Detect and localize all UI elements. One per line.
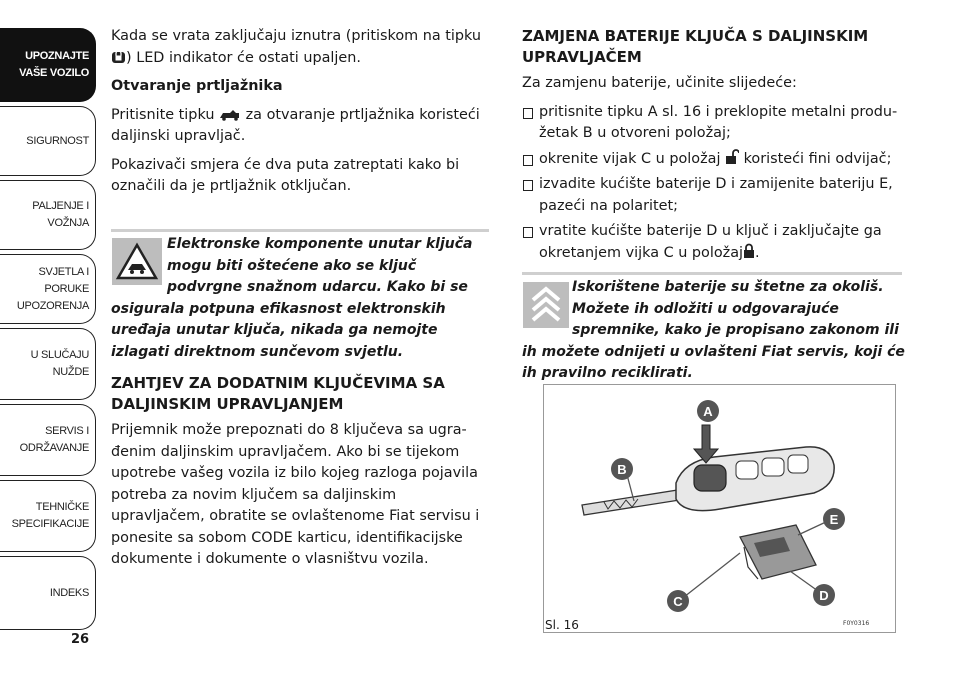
- callout-label: E: [829, 512, 839, 527]
- tab-label: SERVIS I: [45, 425, 89, 437]
- tab-label: SVJETLA I PORUKE: [38, 265, 89, 295]
- tab-label: VAŠE VOZILO: [19, 67, 89, 79]
- warning-float: [111, 234, 167, 298]
- trunk-paragraph-2: Pokazivači smjera će dva puta zatreptati kako bi označili da je prtljažnik otključan.: [111, 156, 460, 194]
- section-additional-keys: [111, 373, 493, 578]
- warning-text: Elektronske komponente unutar ključa mogu biti oštećene ako se ključ podvrgne snažnom udarcu. Kako bi se osigurala potpuna efikasnost elektronskih uređaja unutar ključa, nikada ga nemojte izlagati direktnom sunčevom svjetlu.: [111, 236, 473, 360]
- locked-padlock-icon: [743, 243, 755, 259]
- tab-sigurnost[interactable]: [0, 106, 96, 176]
- env-note: Iskorištene baterije su štetne za okoliš. Možete ih odložiti u odgovarajuće spremnike, kako je propisano zakonom ili ih možete odnijeti u ovlašteni Fiat servis, koji će ih pravilno reciklirati.: [522, 279, 905, 381]
- callout-label: C: [673, 594, 683, 609]
- key-figure: [543, 384, 896, 633]
- figure-code: F0Y0316: [843, 620, 870, 627]
- list-item: pritisnite tipku A sl. 16 i preklopite metalni produ-žetak B u otvoreni položaj;: [522, 102, 907, 145]
- env-rule: [522, 272, 902, 275]
- tab-label: NUŽDE: [52, 366, 89, 378]
- tab-label: PALJENJE I: [32, 200, 89, 212]
- tab-svjetla-i-poruke[interactable]: [0, 254, 96, 324]
- tab-label: UPOZNAJTE: [25, 50, 89, 62]
- key-illustration: [544, 385, 895, 632]
- tab-label: VOŽNJA: [47, 217, 89, 229]
- battery-steps: [522, 102, 907, 265]
- list-item: izvadite kućište baterije D i zamijenite bateriju E, pazeći na polaritet;: [522, 174, 907, 217]
- tab-indeks[interactable]: [0, 556, 96, 630]
- tab-label: ODRŽAVANJE: [19, 442, 89, 454]
- env-float: [522, 277, 572, 341]
- section-heading: ZAHTJEV ZA DODATNIM KLJUČEVIMA SA DALJINSKIM UPRAVLJANJEM: [111, 374, 445, 413]
- intro-paragraph: Kada se vrata zaključaju iznutra (pritiskom na tipku ) LED indikator će ostati upaljen.: [111, 28, 482, 66]
- battery-intro: Za zamjenu baterije, učinite slijedeće:: [522, 75, 797, 91]
- tab-upoznajte-vase-vozilo[interactable]: [0, 28, 96, 102]
- trunk-heading: Otvaranje prtljažnika: [111, 78, 283, 94]
- warning-rule: [111, 229, 489, 232]
- trunk-open-icon: [219, 109, 241, 121]
- tab-label: U SLUČAJU: [30, 349, 89, 361]
- right-column: [522, 26, 907, 268]
- callout-label: B: [617, 462, 627, 477]
- tab-label: TEHNIČKE: [35, 501, 89, 513]
- callout-label: A: [703, 404, 713, 419]
- list-item: vratite kućište baterije D u ključ i zaključajte ga okretanjem vijka C u položaj .: [522, 221, 907, 264]
- tab-label: INDEKS: [49, 586, 89, 599]
- tab-label: SPECIFIKACIJE: [11, 518, 89, 530]
- battery-heading: ZAMJENA BATERIJE KLJUČA S DALJINSKIM UPRAVLJAČEM: [522, 27, 869, 66]
- tab-label: UPOZORENJA: [16, 299, 89, 312]
- unlocked-padlock-icon: [725, 149, 739, 165]
- callout-label: D: [819, 588, 829, 603]
- trunk-paragraph-1: Pritisnite tipku za otvaranje prtljažnika koristeći daljinski upravljač.: [111, 106, 480, 144]
- figure-caption: Sl. 16: [545, 618, 579, 632]
- tab-paljenje-i-voznja[interactable]: [0, 180, 96, 250]
- left-column: [111, 26, 493, 205]
- section-text: Prijemnik može prepoznati do 8 ključeva sa ugra-đenim daljinskim upravljačem. Ako bi se tijekom upotrebe vašeg vozila iz bilo kojeg razloga pojavila potreba za novim ključem sa daljinskim upravljačem, obratite se ovlaštenome Fiat servisu i ponesite sa sobom CODE karticu, identifikacijske dokumente i dokumente o vlasništvu vozila.: [111, 422, 480, 567]
- tab-label: SIGURNOST: [26, 134, 89, 147]
- tab-u-slucaju-nuzde[interactable]: [0, 328, 96, 400]
- tab-servis-i-odrzavanje[interactable]: [0, 404, 96, 476]
- lock-button-icon: [111, 48, 126, 64]
- list-item: okrenite vijak C u položaj koristeći fini odvijač;: [522, 149, 907, 171]
- page-number: 26: [71, 632, 90, 647]
- tab-tehnicke-specifikacije[interactable]: [0, 480, 96, 552]
